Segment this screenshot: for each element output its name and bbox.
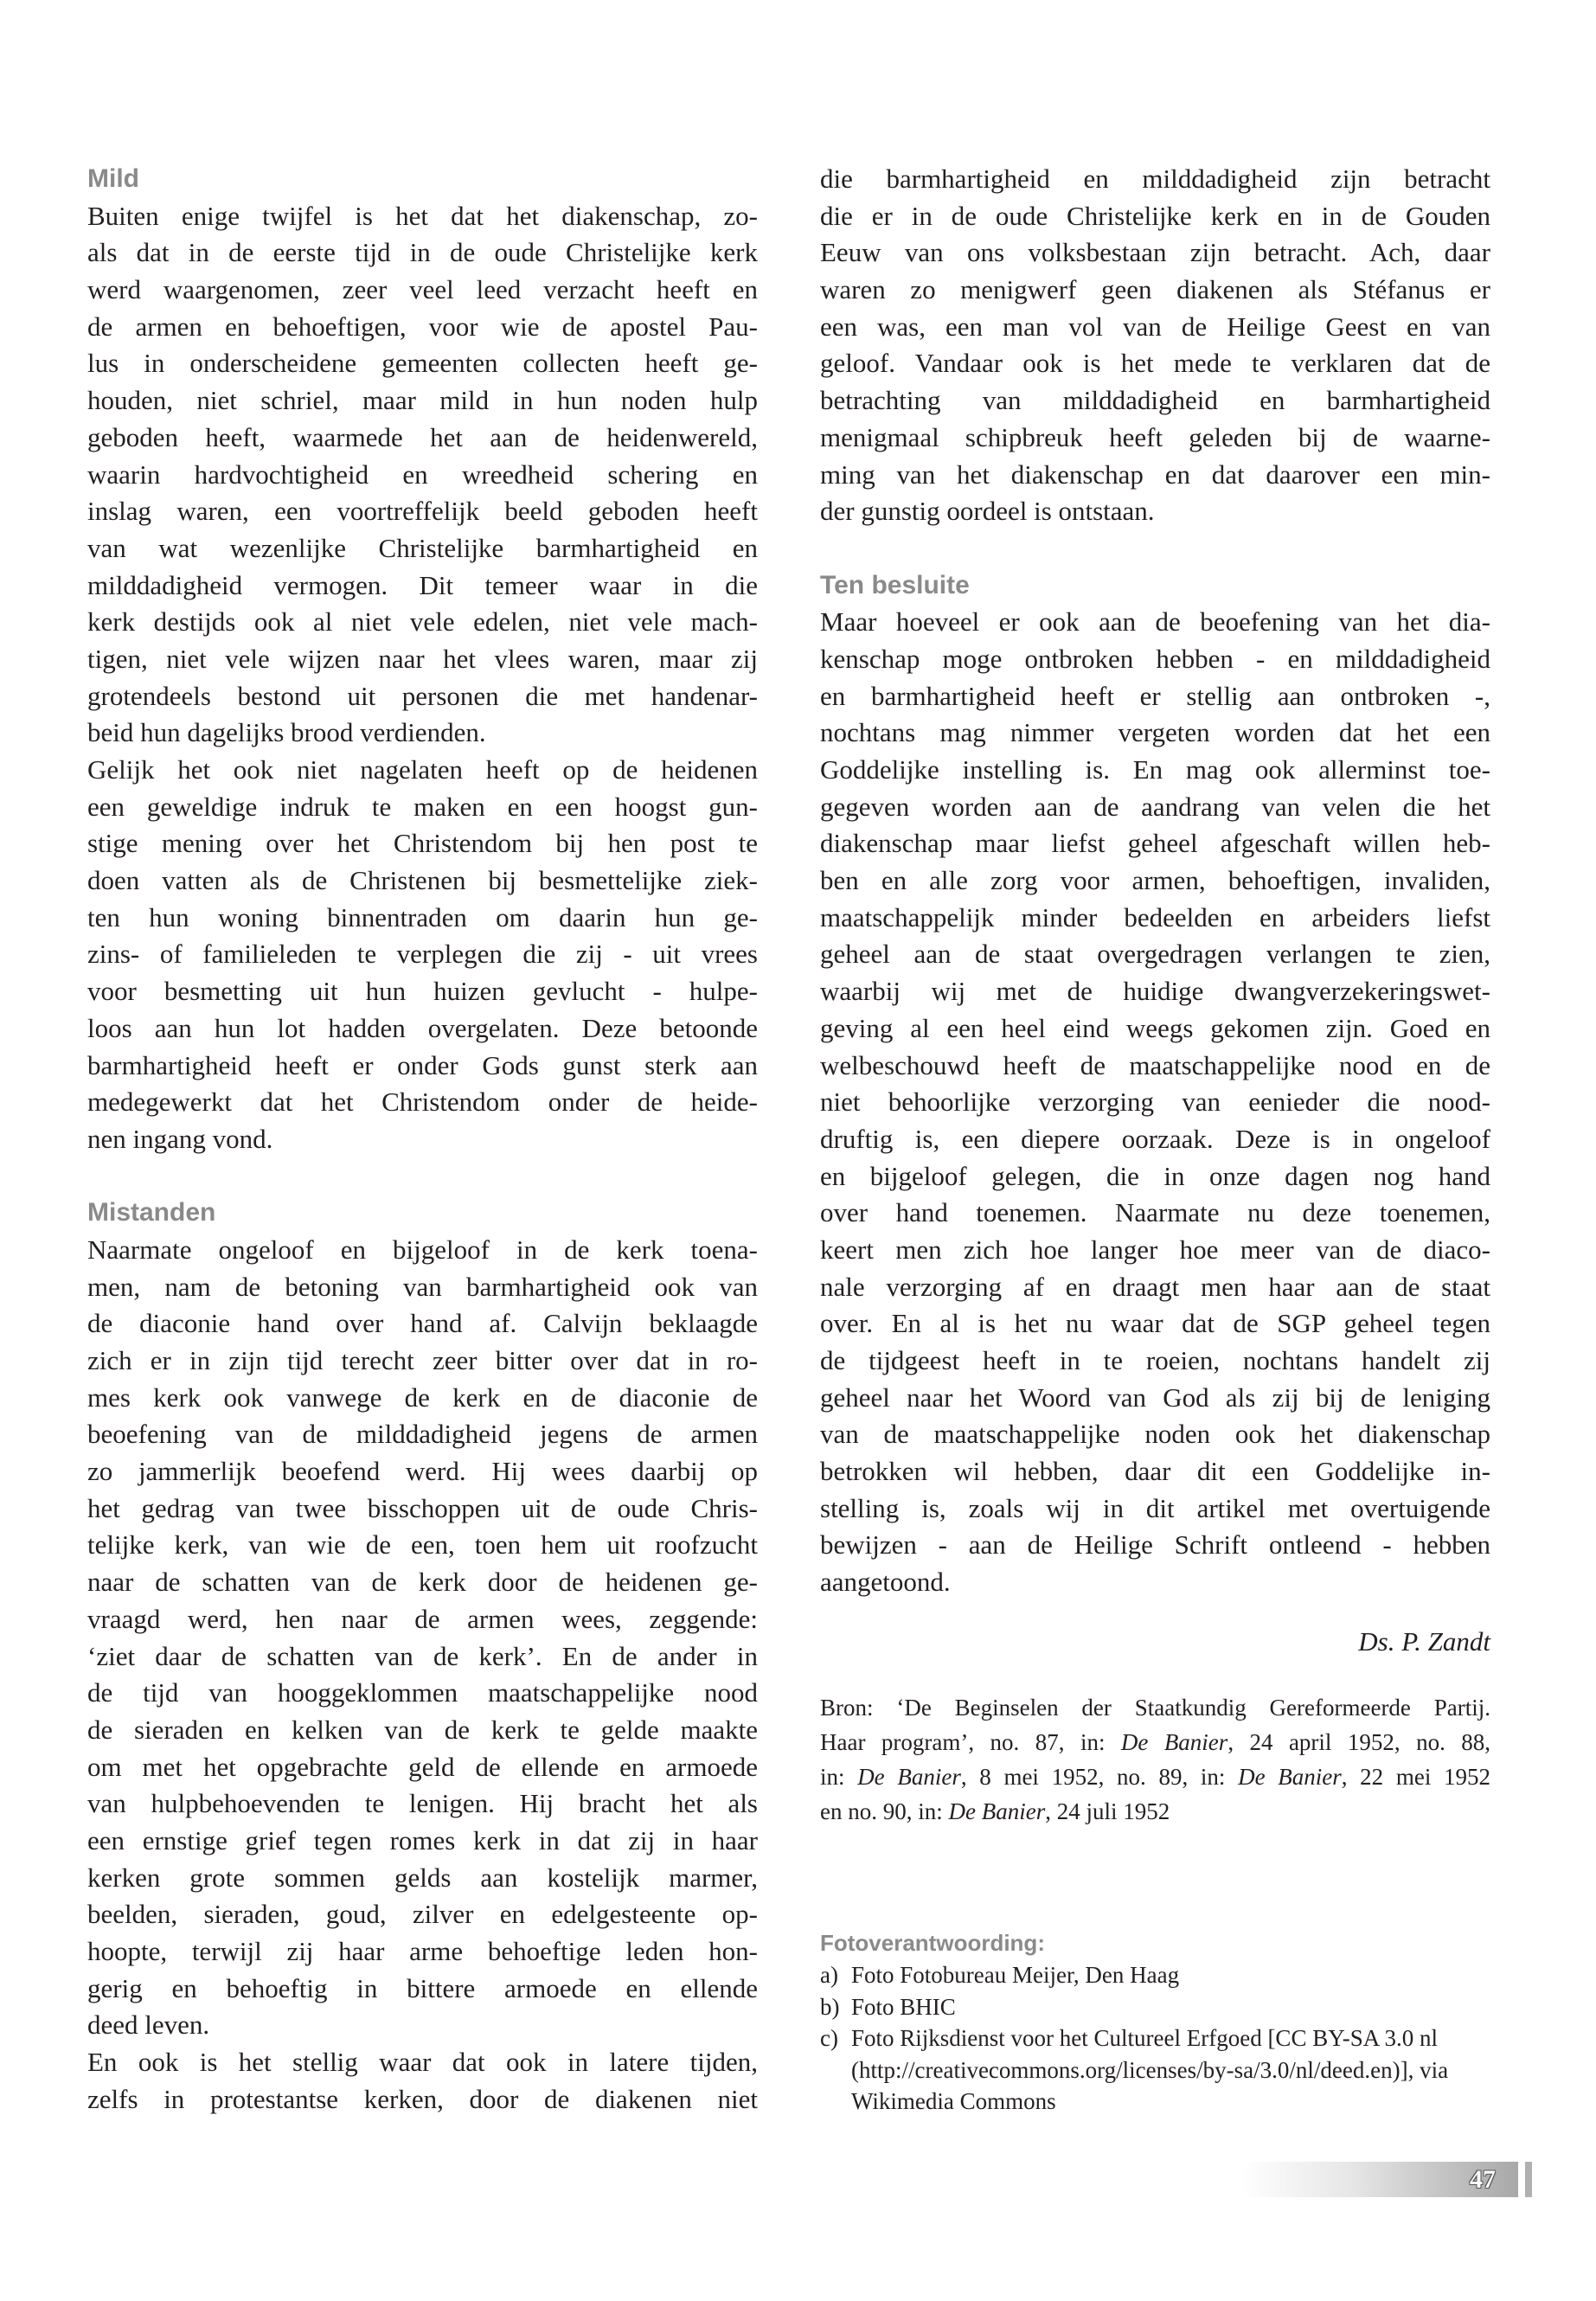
text-line: beid hun dagelijks brood verdienden. — [87, 717, 486, 748]
photo-credit-text: Foto Fotobureau Meijer, Den Haag — [851, 1962, 1180, 1988]
text-line: een geweldige indruk te maken en een hoogst gun- — [87, 791, 758, 822]
text-line: een ernstige grief tegen romes kerk in dat zij in haar — [87, 1824, 758, 1856]
text-line: men, nam de betoning van barmhartigheid ook van — [87, 1271, 758, 1302]
page-footer-bar — [1241, 2162, 1518, 2197]
photo-credits — [820, 1926, 1490, 2118]
page-number: 47 — [1470, 2165, 1496, 2194]
text-line: waren zo menigwerf geen diakenen als Stéfanus er — [820, 274, 1490, 305]
text-line: kenschap moge ontbroken hebben - en milddadigheid — [820, 643, 1490, 674]
text-line: de tijd van hooggeklommen maatschappelijke nood — [87, 1677, 758, 1708]
source-line — [820, 1725, 1490, 1759]
text-line: Buiten enige twijfel is het dat het diakenschap, zo- — [87, 200, 758, 231]
text-line: en bijgeloof gelegen, die in onze dagen nog hand — [820, 1160, 1490, 1191]
photo-credit-text: Foto Rijksdienst voor het Cultureel Erfgoed [CC BY-SA 3.0 nl (http://creativecommons.org/licenses/by-sa/3.0/nl/deed.en)], via Wikimedia Commons — [851, 2025, 1449, 2114]
text-line: barmhartigheid heeft er onder Gods gunst sterk aan — [87, 1049, 758, 1080]
text-line: zelfs in protestantse kerken, door de diakenen niet — [87, 2083, 758, 2114]
source-text: , 24 juli 1952 — [1045, 1798, 1170, 1824]
photo-credit-item — [820, 1959, 1490, 1991]
photo-credit-text: Foto BHIC — [851, 1993, 956, 2020]
text-line: kerken grote sommen gelds aan kostelijk marmer, — [87, 1862, 758, 1893]
text-line: deed leven. — [87, 2009, 210, 2041]
text-line: gerig en behoeftig in bittere armoede en ellende — [87, 1972, 758, 2003]
paragraph — [87, 2044, 758, 2118]
publication-title: De Banier — [1120, 1729, 1228, 1755]
text-line: beelden, sieraden, goud, zilver en edelgesteente op- — [87, 1899, 758, 1930]
text-line: welbeschouwd heeft de maatschappelijke nood en de — [820, 1049, 1490, 1080]
paragraph-spacer — [820, 530, 1490, 567]
source-text: , 24 april 1952, no. 88, — [1227, 1729, 1491, 1755]
text-line: geheel naar het Woord van God als zij bij de leniging — [820, 1381, 1490, 1413]
text-line: medegewerkt dat het Christendom onder de heide- — [87, 1086, 758, 1118]
text-line: diakenschap maar liefst geheel afgeschaft willen heb- — [820, 828, 1490, 859]
paragraph — [87, 752, 758, 1158]
text-line: maatschappelijk minder bedeelden en arbeiders liefst — [820, 901, 1490, 933]
text-line: Goddelijke instelling is. En mag ook allerminst toe- — [820, 754, 1490, 785]
photo-credit-item — [820, 2022, 1490, 2118]
text-line: die barmhartigheid en milddadigheid zijn betracht — [820, 163, 1490, 194]
text-line: van wat wezenlijke Christelijke barmhartigheid en — [87, 532, 758, 563]
text-line: houden, niet schriel, maar mild in hun noden hulp — [87, 385, 758, 416]
text-line: ‘ziet daar de schatten van de kerk’. En de ander in — [87, 1640, 758, 1671]
text-line: betrokken wil hebben, daar dit een Goddelijke in- — [820, 1456, 1490, 1487]
text-line: En ook is het stellig waar dat ook in latere tijden, — [87, 2047, 758, 2078]
publication-title: De Banier — [1238, 1764, 1342, 1790]
text-line: waarbij wij met de huidige dwangverzekeringswet- — [820, 976, 1490, 1007]
paragraph — [87, 198, 758, 752]
publication-title: De Banier — [857, 1764, 961, 1790]
text-line: de diaconie hand over hand af. Calvijn beklaagde — [87, 1308, 758, 1339]
source-line — [820, 1759, 1490, 1794]
text-line: waarin hardvochtigheid en wreedheid schering en — [87, 458, 758, 490]
source-text: , 22 mei 1952 — [1341, 1764, 1491, 1790]
text-line: werd waargenomen, zeer veel leed verzacht heeft en — [87, 274, 758, 305]
section-heading: Mild — [87, 164, 139, 193]
text-line: druftig is, een diepere oorzaak. Deze is in ongeloof — [820, 1123, 1490, 1154]
left-column — [87, 161, 758, 2118]
text-line: van de maatschappelijke noden ook het diakenschap — [820, 1419, 1490, 1450]
text-line: aangetoond. — [820, 1567, 951, 1598]
text-line: tigen, niet vele wijzen naar het vlees waren, maar zij — [87, 643, 758, 674]
publication-title: De Banier — [948, 1798, 1046, 1824]
text-line: de sieraden en kelken van de kerk te gelde maakte — [87, 1714, 758, 1745]
text-line: zich er in zijn tijd terecht zeer bitter over dat in ro- — [87, 1345, 758, 1375]
text-line: betrachting van milddadigheid en barmhartigheid — [820, 385, 1490, 416]
list-marker: a) — [820, 1962, 838, 1988]
text-line: geloof. Vandaar ook is het mede te verklaren dat de — [820, 348, 1490, 379]
text-line: gegeven worden aan de aandrang van velen die het — [820, 791, 1490, 822]
text-line: mes kerk ook vanwege de kerk en de diaconie de — [87, 1381, 758, 1413]
text-line: over hand toenemen. Naarmate nu deze toenemen, — [820, 1197, 1490, 1228]
paragraph-spacer — [87, 1158, 758, 1195]
text-line: stige mening over het Christendom bij hen post te — [87, 828, 758, 859]
source-text: , 8 mei 1952, no. 89, in: — [960, 1764, 1239, 1790]
text-line: de tijdgeest heeft in te roeien, nochtans handelt zij — [820, 1345, 1490, 1375]
paragraph — [87, 1232, 758, 2044]
text-line: ten hun woning binnentraden om daarin hun ge- — [87, 901, 758, 933]
text-line: nen ingang vond. — [87, 1123, 273, 1154]
list-marker: c) — [820, 2025, 838, 2051]
text-line: keert men zich hoe langer hoe meer van de diaco- — [820, 1234, 1490, 1265]
text-line: kerk destijds ook al niet vele edelen, niet vele mach- — [87, 606, 758, 638]
text-line: niet behoorlijke verzorging van eenieder die nood- — [820, 1086, 1490, 1118]
text-line: om met het opgebrachte geld de ellende en armoede — [87, 1751, 758, 1782]
section-heading: Mistanden — [87, 1198, 216, 1227]
text-line: nochtans mag nimmer vergeten worden dat het een — [820, 717, 1490, 748]
text-line: als dat in de eerste tijd in de oude Christelijke kerk — [87, 237, 758, 268]
text-line: geving al een heel eind weegs gekomen zijn. Goed en — [820, 1012, 1490, 1043]
text-line: Naarmate ongeloof en bijgeloof in de kerk toena- — [87, 1234, 758, 1265]
text-line: der gunstig oordeel is ontstaan. — [820, 496, 1155, 527]
text-line: zo jammerlijk beoefend werd. Hij wees daarbij op — [87, 1456, 758, 1487]
text-line: menigmaal schipbreuk heeft geleden bij de waarne- — [820, 421, 1490, 452]
text-line: vraagd werd, hen naar de armen wees, zeggende: — [87, 1603, 758, 1634]
text-line: het gedrag van twee bisschoppen uit de oude Chris- — [87, 1492, 758, 1523]
text-line: Gelijk het ook niet nagelaten heeft op de heidenen — [87, 754, 758, 785]
text-line: doen vatten als de Christenen bij besmettelijke ziek- — [87, 865, 758, 896]
text-line: zins- of familieleden te verplegen die zij - uit vrees — [87, 939, 758, 970]
source-text: in: — [820, 1764, 858, 1790]
photo-credit-item — [820, 1991, 1490, 2023]
text-line: de armen en behoeftigen, voor wie de apostel Pau- — [87, 311, 758, 342]
text-line: over. En al is het nu waar dat de SGP geheel tegen — [820, 1308, 1490, 1339]
photo-credits-heading: Fotoverantwoording: — [820, 1930, 1045, 1956]
text-line: telijke kerk, van wie de een, toen hem uit roofzucht — [87, 1529, 758, 1561]
text-line: grotendeels bestond uit personen die met handenar- — [87, 680, 758, 711]
source-citation — [820, 1690, 1490, 1829]
text-line: die er in de oude Christelijke kerk en in de Gouden — [820, 200, 1490, 231]
source-text: Bron: ‘De Beginselen der Staatkundig Gereformeerde Partij. — [820, 1695, 1490, 1721]
source-line — [820, 1690, 1490, 1725]
source-text: Haar program’, no. 87, in: — [820, 1729, 1121, 1755]
text-line: van hulpbehoevenden te lenigen. Hij bracht het als — [87, 1788, 758, 1819]
text-line: ming van het diakenschap en dat daarover een min- — [820, 458, 1490, 490]
source-text: en no. 90, in: — [820, 1798, 949, 1824]
text-line: en barmhartigheid heeft er stellig aan ontbroken -, — [820, 680, 1490, 711]
text-line: voor besmetting uit hun huizen gevlucht - hulpe- — [87, 976, 758, 1007]
text-line: stelling is, zoals wij in dit artikel met overtuigende — [820, 1492, 1490, 1523]
footer-divider — [1525, 2162, 1532, 2197]
author-signature: Ds. P. Zandt — [1358, 1626, 1490, 1657]
text-line: bewijzen - aan de Heilige Schrift ontleend - hebben — [820, 1529, 1490, 1561]
text-line: hoopte, terwijl zij haar arme behoeftige leden hon- — [87, 1936, 758, 1966]
text-line: nale verzorging af en draagt men haar aan de staat — [820, 1271, 1490, 1302]
list-marker: b) — [820, 1993, 840, 2020]
section-heading: Ten besluite — [820, 570, 970, 599]
text-line: beoefening van de milddadigheid jegens de armen — [87, 1419, 758, 1450]
text-line: Eeuw van ons volksbestaan zijn betracht. Ach, daar — [820, 237, 1490, 268]
text-line: een was, een man vol van de Heilige Geest en van — [820, 311, 1490, 342]
text-line: loos aan hun lot hadden overgelaten. Deze betoonde — [87, 1012, 758, 1043]
text-line: ben en alle zorg voor armen, behoeftigen, invaliden, — [820, 865, 1490, 896]
source-line — [820, 1794, 1490, 1829]
paragraph — [820, 604, 1490, 1601]
text-line: lus in onderscheidene gemeenten collecten heeft ge- — [87, 348, 758, 379]
text-line: Maar hoeveel er ook aan de beoefening van het dia- — [820, 606, 1490, 638]
right-column — [820, 161, 1490, 1601]
text-line: milddadigheid vermogen. Dit temeer waar in die — [87, 569, 758, 600]
paragraph — [820, 161, 1490, 530]
text-line: naar de schatten van de kerk door de heidenen ge- — [87, 1567, 758, 1598]
text-line: geheel aan de staat overgedragen verlangen te zien, — [820, 939, 1490, 970]
text-line: inslag waren, een voortreffelijk beeld geboden heeft — [87, 496, 758, 527]
text-line: geboden heeft, waarmede het aan de heidenwereld, — [87, 421, 758, 452]
